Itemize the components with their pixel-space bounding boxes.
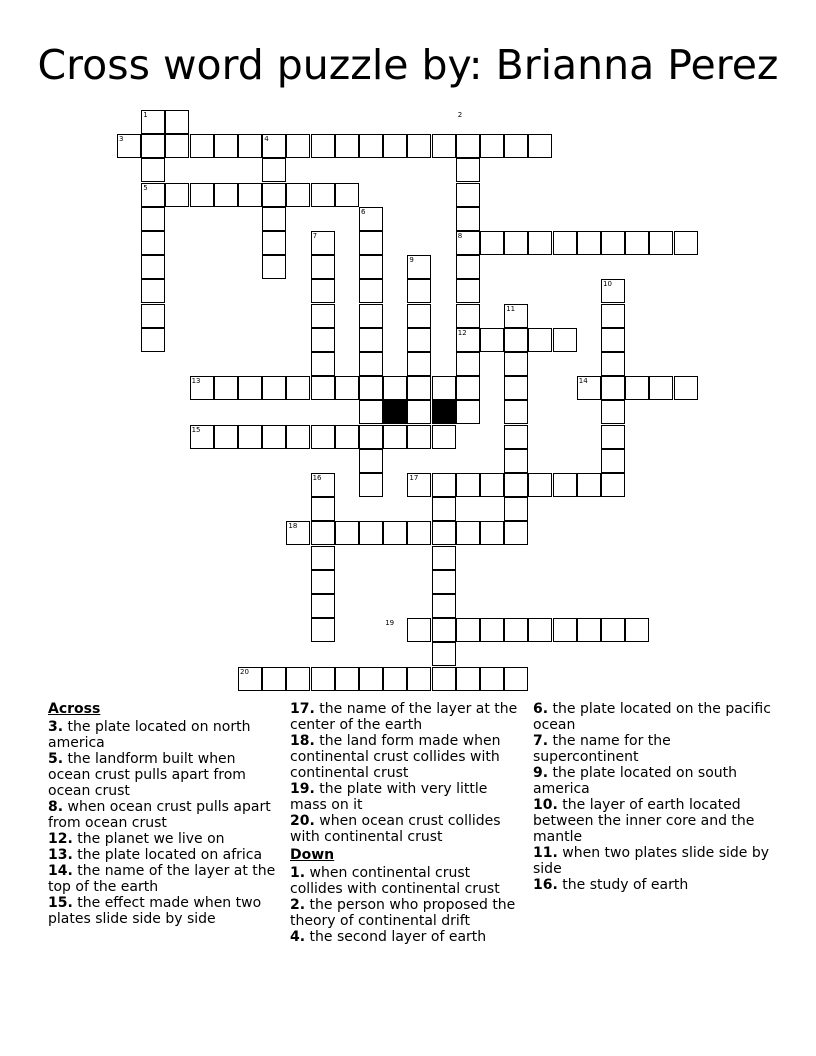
grid-cell[interactable] xyxy=(311,521,335,545)
grid-cell[interactable] xyxy=(432,618,456,642)
grid-cell[interactable] xyxy=(432,546,456,570)
clue-number-label: 10. xyxy=(533,797,558,813)
grid-cell[interactable] xyxy=(407,279,431,303)
page-title: Cross word puzzle by: Brianna Perez xyxy=(37,41,779,89)
grid-cell[interactable] xyxy=(601,618,625,642)
clue-number-label: 15. xyxy=(48,895,73,911)
grid-cell[interactable] xyxy=(456,376,480,400)
grid-cell[interactable] xyxy=(165,110,189,134)
down-header: Down xyxy=(290,847,335,863)
grid-cell[interactable] xyxy=(335,667,359,691)
grid-cell[interactable] xyxy=(504,667,528,691)
grid-cell[interactable] xyxy=(577,473,601,497)
grid-cell[interactable] xyxy=(262,255,286,279)
grid-cell[interactable] xyxy=(214,134,238,158)
grid-cell[interactable] xyxy=(601,304,625,328)
grid-cell[interactable] xyxy=(456,473,480,497)
grid-cell[interactable] xyxy=(311,304,335,328)
grid-cell[interactable] xyxy=(383,376,407,400)
grid-cell[interactable] xyxy=(432,667,456,691)
clue-number-label: 3. xyxy=(48,719,64,735)
grid-cell[interactable] xyxy=(601,449,625,473)
down-clue-list xyxy=(290,865,522,945)
clue-text: when ocean crust collides with continental crust xyxy=(290,813,501,845)
clue-text: the planet we live on xyxy=(72,831,225,847)
grid-cell[interactable] xyxy=(456,352,480,376)
grid-cell[interactable] xyxy=(601,328,625,352)
clues-column-1 xyxy=(48,701,280,927)
grid-cell[interactable] xyxy=(335,376,359,400)
clue xyxy=(48,863,280,895)
clue-number: 8 xyxy=(457,232,463,240)
clue-text: the plate located on south america xyxy=(533,765,738,797)
grid-cell[interactable] xyxy=(383,134,407,158)
across-clue-list-continued xyxy=(290,701,522,845)
clue-number: 2 xyxy=(457,111,463,119)
grid-cell[interactable] xyxy=(262,183,286,207)
grid-cell[interactable] xyxy=(262,425,286,449)
clue-number-label: 16. xyxy=(533,877,558,893)
clue xyxy=(533,701,773,733)
grid-cell[interactable] xyxy=(286,667,310,691)
grid-cell[interactable] xyxy=(432,425,456,449)
clue-number-label: 9. xyxy=(533,765,549,781)
grid-cell[interactable] xyxy=(238,425,262,449)
grid-cell[interactable] xyxy=(262,231,286,255)
clue-text: the layer of earth located between the inner core and the mantle xyxy=(533,797,755,845)
down-clue-list-continued xyxy=(533,701,773,893)
clue-number-label: 5. xyxy=(48,751,64,767)
clue xyxy=(533,797,773,845)
grid-cell[interactable] xyxy=(480,473,504,497)
grid-cell[interactable] xyxy=(311,546,335,570)
grid-cell[interactable] xyxy=(286,376,310,400)
clue-text: the name of the layer at the top of the earth xyxy=(48,863,276,895)
clue xyxy=(48,751,280,799)
clue-number: 11 xyxy=(506,304,516,313)
grid-cell[interactable] xyxy=(456,521,480,545)
grid-cell[interactable] xyxy=(432,570,456,594)
grid-cell[interactable] xyxy=(528,328,552,352)
grid-cell[interactable] xyxy=(165,134,189,158)
grid-cell[interactable] xyxy=(141,255,165,279)
grid-cell[interactable] xyxy=(335,521,359,545)
grid-cell[interactable] xyxy=(504,134,528,158)
clue-number: 12 xyxy=(457,328,467,337)
grid-cell[interactable] xyxy=(359,279,383,303)
clue xyxy=(290,781,522,813)
grid-cell[interactable] xyxy=(504,376,528,400)
clue-number: 14 xyxy=(578,377,588,386)
grid-cell[interactable] xyxy=(504,425,528,449)
clue-number: 20 xyxy=(240,667,249,676)
grid-cell[interactable] xyxy=(504,352,528,376)
grid-cell[interactable] xyxy=(553,473,577,497)
clues-column-3 xyxy=(533,701,773,893)
grid-cell[interactable] xyxy=(359,521,383,545)
clue xyxy=(290,813,522,845)
grid-cell[interactable] xyxy=(238,376,262,400)
grid-cell[interactable] xyxy=(190,134,214,158)
grid-cell[interactable] xyxy=(214,183,238,207)
grid-cell[interactable] xyxy=(311,279,335,303)
clue-number-label: 8. xyxy=(48,799,64,815)
grid-cell[interactable] xyxy=(165,183,189,207)
grid-cell[interactable] xyxy=(649,231,673,255)
grid-cell[interactable] xyxy=(286,425,310,449)
grid-cell[interactable] xyxy=(141,328,165,352)
clue-text: the plate with very little mass on it xyxy=(290,781,488,813)
clue-number: 17 xyxy=(409,474,419,482)
clues-column-2 xyxy=(290,701,522,945)
grid-cell[interactable] xyxy=(480,134,504,158)
clue-number-label: 4. xyxy=(290,929,306,945)
clue xyxy=(290,929,522,945)
clue-number: 10 xyxy=(603,280,612,289)
grid-cell[interactable] xyxy=(553,328,577,352)
grid-cell[interactable] xyxy=(601,400,625,424)
clue-text: the name for the supercontinent xyxy=(533,733,671,765)
clue-text: when ocean crust pulls apart from ocean crust xyxy=(48,799,271,831)
grid-cell[interactable] xyxy=(335,425,359,449)
grid-cell[interactable] xyxy=(504,521,528,545)
grid-cell[interactable] xyxy=(262,376,286,400)
grid-cell[interactable] xyxy=(359,400,383,424)
grid-cell[interactable] xyxy=(456,158,480,182)
clue-text: the effect made when two plates slide side by side xyxy=(48,895,262,927)
grid-cell[interactable] xyxy=(141,279,165,303)
grid-cell[interactable] xyxy=(141,231,165,255)
grid-cell[interactable] xyxy=(480,667,504,691)
grid-cell[interactable] xyxy=(141,304,165,328)
clue-number-label: 1. xyxy=(290,865,306,881)
grid-cell[interactable] xyxy=(432,473,456,497)
clue-number: 18 xyxy=(288,522,298,531)
grid-cell[interactable] xyxy=(214,425,238,449)
grid-cell[interactable] xyxy=(649,376,673,400)
grid-cell[interactable] xyxy=(456,304,480,328)
grid-cell[interactable] xyxy=(625,618,649,642)
grid-cell[interactable] xyxy=(432,594,456,618)
across-header: Across xyxy=(48,701,101,717)
grid-cell[interactable] xyxy=(432,521,456,545)
clue-text: the plate located on africa xyxy=(72,847,263,863)
grid-cell[interactable] xyxy=(407,667,431,691)
grid-cell[interactable] xyxy=(359,425,383,449)
clue-text: the plate located on north america xyxy=(48,719,251,751)
clue-number: 6 xyxy=(361,207,366,216)
clue-text: when continental crust collides with continental crust xyxy=(290,865,500,897)
clue-number: 4 xyxy=(264,135,269,144)
grid-cell[interactable] xyxy=(674,376,698,400)
grid-cell[interactable] xyxy=(383,425,407,449)
grid-cell[interactable] xyxy=(311,352,335,376)
clue-number: 7 xyxy=(312,232,318,240)
clue xyxy=(48,831,280,847)
grid-cell[interactable] xyxy=(528,473,552,497)
clue-text: the land form made when continental crust collides with continental crust xyxy=(290,733,501,781)
clue xyxy=(533,877,773,893)
grid-cell[interactable] xyxy=(359,134,383,158)
grid-cell[interactable] xyxy=(311,255,335,279)
clue-number: 9 xyxy=(409,256,414,265)
clue-text: the person who proposed the theory of continental drift xyxy=(290,897,516,929)
grid-cell[interactable] xyxy=(383,667,407,691)
clue xyxy=(48,719,280,751)
clue-number-label: 7. xyxy=(533,733,549,749)
grid-cell[interactable] xyxy=(577,231,601,255)
grid-cell[interactable] xyxy=(480,328,504,352)
clue-number-label: 14. xyxy=(48,863,73,879)
grid-cell[interactable] xyxy=(456,279,480,303)
clue-text: the name of the layer at the center of the earth xyxy=(290,701,518,733)
grid-cell[interactable] xyxy=(286,134,310,158)
clue xyxy=(290,897,522,929)
grid-cell[interactable] xyxy=(311,497,335,521)
grid-cell[interactable] xyxy=(407,425,431,449)
clue-number-label: 6. xyxy=(533,701,549,717)
grid-cell[interactable] xyxy=(456,183,480,207)
grid-cell[interactable] xyxy=(311,328,335,352)
grid-cell[interactable] xyxy=(407,304,431,328)
grid-cell[interactable] xyxy=(456,207,480,231)
grid-cell[interactable] xyxy=(625,231,649,255)
grid-cell[interactable] xyxy=(504,497,528,521)
grid-cell[interactable] xyxy=(359,473,383,497)
clue-number-label: 19. xyxy=(290,781,315,797)
grid-cell[interactable] xyxy=(311,594,335,618)
grid-cell[interactable] xyxy=(311,376,335,400)
clue-number-label: 13. xyxy=(48,847,73,863)
grid-cell[interactable] xyxy=(141,207,165,231)
grid-cell[interactable] xyxy=(601,473,625,497)
grid-cell[interactable] xyxy=(311,134,335,158)
grid-cell[interactable] xyxy=(407,134,431,158)
grid-cell[interactable] xyxy=(407,521,431,545)
clue-number-label: 11. xyxy=(533,845,558,861)
grid-cell[interactable] xyxy=(262,207,286,231)
grid-cell[interactable] xyxy=(407,376,431,400)
grid-cell[interactable] xyxy=(504,328,528,352)
grid-cell[interactable] xyxy=(504,231,528,255)
grid-cell[interactable] xyxy=(359,255,383,279)
clue xyxy=(48,847,280,863)
grid-cell[interactable] xyxy=(480,618,504,642)
clue xyxy=(290,865,522,897)
clue-number-label: 18. xyxy=(290,733,315,749)
clue-text: the second layer of earth xyxy=(305,929,487,945)
clue-number: 16 xyxy=(312,474,322,482)
grid-cell[interactable] xyxy=(407,352,431,376)
grid-cell[interactable] xyxy=(456,400,480,424)
grid-cell[interactable] xyxy=(262,158,286,182)
grid-cell[interactable] xyxy=(359,304,383,328)
clue-number: 5 xyxy=(143,183,148,192)
clue xyxy=(533,733,773,765)
grid-cell[interactable] xyxy=(407,618,431,642)
grid-cell[interactable] xyxy=(141,158,165,182)
grid-cell[interactable] xyxy=(141,134,165,158)
grid-cell[interactable] xyxy=(311,570,335,594)
grid-cell[interactable] xyxy=(504,473,528,497)
grid-cell[interactable] xyxy=(432,134,456,158)
clue-number-label: 12. xyxy=(48,831,73,847)
grid-cell[interactable] xyxy=(286,183,310,207)
grid-cell[interactable] xyxy=(432,497,456,521)
across-clue-list xyxy=(48,719,280,927)
grid-cell[interactable] xyxy=(432,642,456,666)
grid-cell[interactable] xyxy=(407,328,431,352)
grid-cell[interactable] xyxy=(311,667,335,691)
clue-text: the plate located on the pacific ocean xyxy=(533,701,771,733)
clue xyxy=(533,765,773,797)
grid-cell[interactable] xyxy=(359,449,383,473)
grid-cell[interactable] xyxy=(359,231,383,255)
grid-cell[interactable] xyxy=(553,231,577,255)
clue-text: when two plates slide side by side xyxy=(533,845,770,877)
grid-cell[interactable] xyxy=(238,134,262,158)
grid-cell[interactable] xyxy=(577,618,601,642)
grid-cell[interactable] xyxy=(311,618,335,642)
grid-cell[interactable] xyxy=(674,231,698,255)
grid-cell[interactable] xyxy=(480,231,504,255)
grid-cell[interactable] xyxy=(480,521,504,545)
clue-number-label: 17. xyxy=(290,701,315,717)
grid-cell[interactable] xyxy=(359,376,383,400)
grid-cell[interactable] xyxy=(238,183,262,207)
grid-cell[interactable] xyxy=(262,667,286,691)
grid-cell[interactable] xyxy=(456,667,480,691)
grid-cell[interactable] xyxy=(359,328,383,352)
grid-cell[interactable] xyxy=(456,618,480,642)
grid-cell[interactable] xyxy=(311,425,335,449)
grid-cell[interactable] xyxy=(407,400,431,424)
clue-number: 13 xyxy=(191,377,201,386)
grid-cell[interactable] xyxy=(359,352,383,376)
grid-cell[interactable] xyxy=(190,183,214,207)
grid-cell[interactable] xyxy=(504,400,528,424)
clue xyxy=(533,845,773,877)
clue-number-label: 20. xyxy=(290,813,315,829)
grid-cell[interactable] xyxy=(456,134,480,158)
grid-cell[interactable] xyxy=(335,134,359,158)
grid-cell[interactable] xyxy=(553,618,577,642)
grid-cell[interactable] xyxy=(335,183,359,207)
grid-cell[interactable] xyxy=(625,376,649,400)
grid-cell[interactable] xyxy=(601,352,625,376)
grid-cell[interactable] xyxy=(504,618,528,642)
clue xyxy=(48,895,280,927)
clue-number: 15 xyxy=(191,425,201,434)
grid-block-cell xyxy=(432,400,456,424)
grid-cell[interactable] xyxy=(432,376,456,400)
grid-cell[interactable] xyxy=(528,618,552,642)
grid-cell[interactable] xyxy=(528,134,552,158)
grid-cell[interactable] xyxy=(528,231,552,255)
clue xyxy=(290,733,522,781)
grid-cell[interactable] xyxy=(311,183,335,207)
grid-cell[interactable] xyxy=(214,376,238,400)
grid-block-cell xyxy=(383,400,407,424)
clue-number: 19 xyxy=(385,619,395,628)
grid-cell[interactable] xyxy=(359,667,383,691)
grid-cell[interactable] xyxy=(601,425,625,449)
clue xyxy=(290,701,522,733)
grid-cell[interactable] xyxy=(504,449,528,473)
grid-cell[interactable] xyxy=(601,376,625,400)
clue-text: the study of earth xyxy=(557,877,689,893)
clue xyxy=(48,799,280,831)
clue-number-label: 2. xyxy=(290,897,306,913)
clue-text: the landform built when ocean crust pulls apart from ocean crust xyxy=(48,751,246,799)
clue-number: 1 xyxy=(143,111,148,119)
grid-cell[interactable] xyxy=(456,255,480,279)
clue-number: 3 xyxy=(119,135,124,144)
grid-cell[interactable] xyxy=(601,231,625,255)
grid-cell[interactable] xyxy=(383,521,407,545)
